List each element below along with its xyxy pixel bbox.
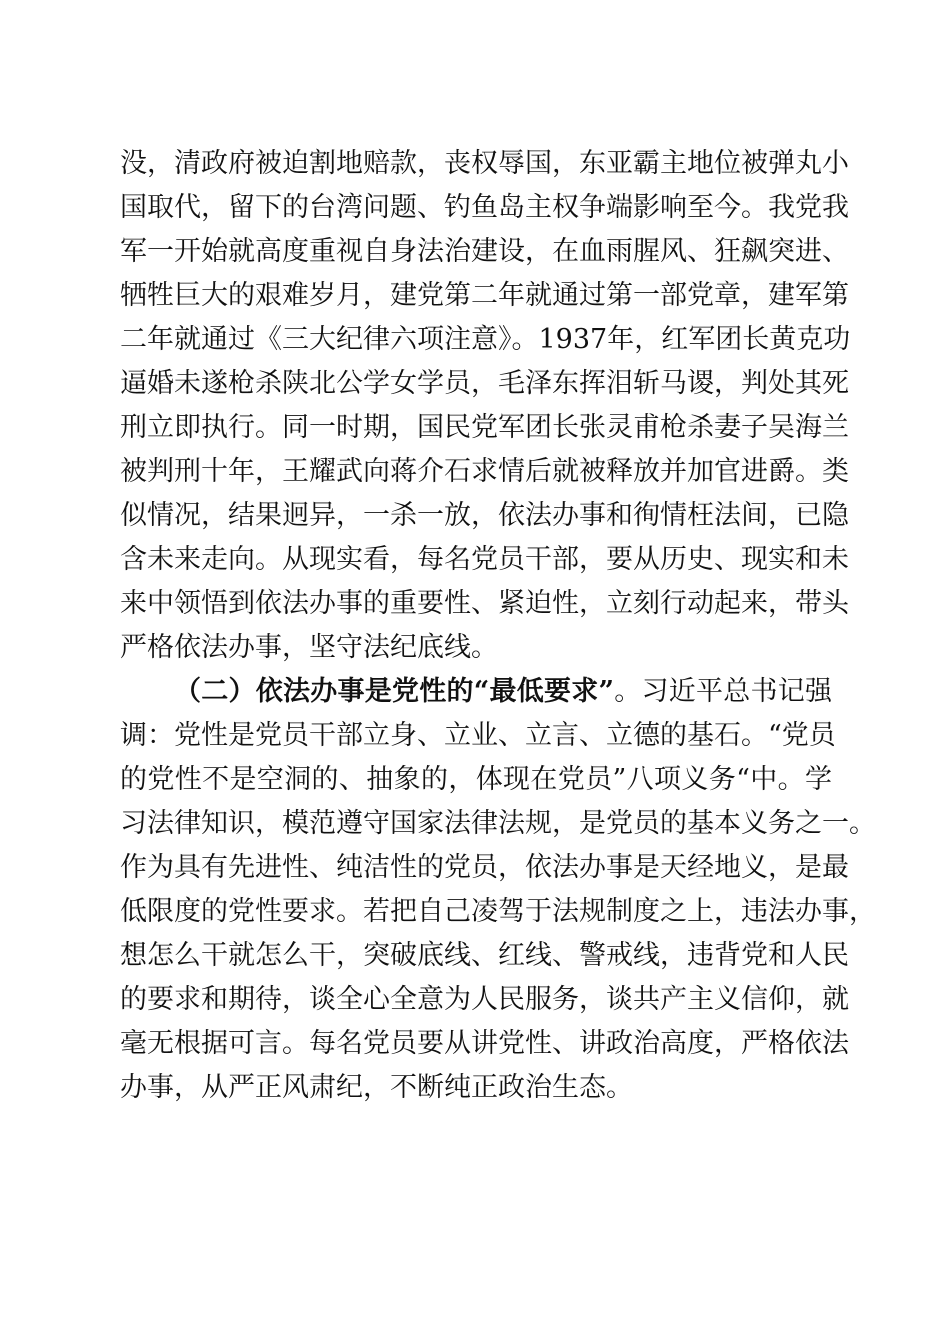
paragraph-1-line-7: 刑立即执行。同一时期，国民党军团长张灵甫枪杀妻子吴海兰 — [120, 412, 849, 443]
paragraph-2-first-line — [174, 670, 832, 714]
paragraph-2-line-4: 习法律知识，模范遵守国家法律法规，是党员的基本义务之一。 — [120, 808, 876, 839]
paragraph-2-line-5: 作为具有先进性、纯洁性的党员，依法办事是天经地义，是最 — [120, 852, 849, 883]
paragraph-2-line-3: 的党性不是空洞的、抽象的，体现在党员”八项义务“中。学 — [120, 764, 832, 795]
paragraph-1-line-10: 含未来走向。从现实看，每名党员干部，要从历史、现实和未 — [120, 544, 849, 575]
paragraph-2-line-2: 调：党性是党员干部立身、立业、立言、立德的基石。“党员 — [120, 720, 836, 751]
paragraph-2-line-9: 毫无根据可言。每名党员要从讲党性、讲政治高度，严格依法 — [120, 1028, 849, 1059]
paragraph-1-line-11: 来中领悟到依法办事的重要性、紧迫性，立刻行动起来，带头 — [120, 588, 849, 619]
paragraph-2-line-8: 的要求和期待，谈全心全意为人民服务，谈共产主义信仰，就 — [120, 984, 849, 1015]
section-heading: （二）依法办事是党性的“最低要求” — [174, 676, 615, 707]
paragraph-1-line-6: 逼婚未遂枪杀陕北公学女学员，毛泽东挥泪斩马谡，判处其死 — [120, 368, 849, 399]
paragraph-2-line-7: 想怎么干就怎么干，突破底线、红线、警戒线，违背党和人民 — [120, 940, 849, 971]
paragraph-1-line-8: 被判刑十年，王耀武向蒋介石求情后就被释放并加官进爵。类 — [120, 456, 849, 487]
paragraph-1-line-5: 二年就通过《三大纪律六项注意》。1937年，红军团长黄克功 — [120, 324, 851, 355]
paragraph-2-line-10: 办事，从严正风肃纪，不断纯正政治生态。 — [120, 1072, 633, 1103]
paragraph-1-line-12: 严格依法办事，坚守法纪底线。 — [120, 632, 498, 663]
section-heading-tail: 。习近平总书记强 — [614, 676, 833, 707]
paragraph-2-line-6: 低限度的党性要求。若把自己凌驾于法规制度之上，违法办事， — [120, 896, 876, 927]
paragraph-1-line-9: 似情况，结果迥异，一杀一放，依法办事和徇情枉法间，已隐 — [120, 500, 849, 531]
paragraph-1-line-4: 牺牲巨大的艰难岁月，建党第二年就通过第一部党章，建军第 — [120, 280, 849, 311]
paragraph-1-line-3: 军一开始就高度重视自身法治建设，在血雨腥风、狂飙突进、 — [120, 236, 849, 267]
paragraph-1-line-2: 国取代，留下的台湾问题、钓鱼岛主权争端影响至今。我党我 — [120, 192, 849, 223]
paragraph-1-line-1: 没，清政府被迫割地赔款，丧权辱国，东亚霸主地位被弹丸小 — [120, 148, 849, 179]
